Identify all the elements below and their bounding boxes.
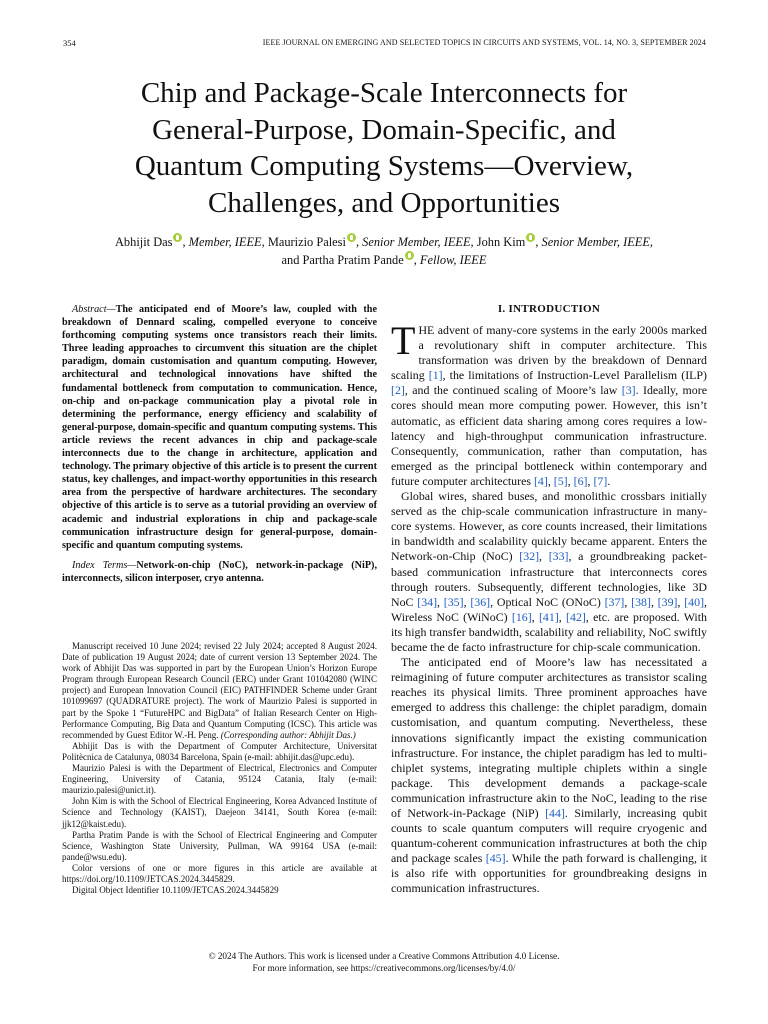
author-name: and Partha Pratim Pande [281, 253, 404, 267]
running-head: IEEE JOURNAL ON EMERGING AND SELECTED TOPICS IN CIRCUITS AND SYSTEMS, VOL. 14, NO. 3, SEPTEMBER 2024 [262, 38, 706, 47]
paragraph-text: . Ideally, more cores should mean more computing power. However, this isn’t automatic, as efficient data sharing among cores requires a low-latency and high-throughput communication infrastructure. Consequently, communication, rather than computation, has emerged as the principal bottleneck within contemporary and future computer architectures [391, 383, 707, 488]
author-name: John Kim [476, 235, 526, 249]
citation-link[interactable]: [34] [417, 594, 438, 609]
citation-link[interactable]: [2] [391, 383, 405, 398]
citation-link[interactable]: [33] [548, 549, 569, 564]
separator: , [587, 473, 594, 488]
paragraph-text: , Wireless NoC (WiNoC) [391, 594, 708, 624]
citation-link[interactable]: [32] [519, 549, 540, 564]
author-membership: Fellow, IEEE [419, 253, 487, 267]
separator: , [463, 594, 471, 609]
index-terms [62, 559, 377, 585]
footnote-affiliation: Partha Pratim Pande is with the School of Electrical Engineering and Computer Science, Washington State University, Pullman, WA 99164 USA (e-mail: pande@wsu.edu). [62, 829, 377, 862]
page-number: 354 [63, 38, 76, 48]
separator: . [607, 473, 611, 488]
orcid-icon[interactable] [173, 233, 182, 242]
abstract [62, 303, 377, 552]
title-line: Challenges, and Opportunities [208, 186, 560, 219]
citation-link[interactable]: [3] [621, 383, 636, 398]
author-name: Maurizio Palesi [267, 235, 346, 249]
orcid-icon[interactable] [347, 233, 356, 242]
author-name: Abhijit Das [114, 235, 173, 249]
citation-link[interactable]: [16] [511, 609, 532, 624]
license-line: © 2024 The Authors. This work is licensed under a Creative Commons Attribution 4.0 License. [208, 951, 560, 961]
citation-link[interactable]: [36] [470, 594, 491, 609]
license-notice [60, 950, 708, 974]
footnote-doi: Digital Object Identifier 10.1109/JETCAS.2024.3445829 [72, 885, 279, 896]
title-line: General-Purpose, Domain-Specific, and [152, 113, 616, 146]
author-membership: Member, IEEE, [188, 235, 265, 249]
section-heading [391, 303, 707, 315]
paragraph-text: . Similarly, increasing qubit counts to scale quantum computers will require cryogenic and quantum-coherent communication infrastructures at both the chip and package scales [391, 806, 708, 866]
intro-paragraph [391, 655, 707, 897]
citation-link[interactable]: [37] [604, 594, 625, 609]
citation-link[interactable]: [45] [485, 851, 506, 866]
index-terms-label: Index Terms— [72, 559, 137, 571]
author-list: Abhijit Das , Member, IEEE, Maurizio Palesi , Senior Member, IEEE, John Kim , Senior Member, IEEE, and Partha Pratim Pande , Fellow, IEEE [114, 235, 654, 267]
orcid-icon[interactable] [405, 251, 414, 260]
paragraph-text: , and the continued scaling of Moore’s law [404, 383, 622, 398]
citation-link[interactable]: [38] [631, 594, 651, 609]
paragraph-text: HE advent of many-core systems in the early 2000s marked a revolutionary shift in computer architecture. This transformation was driven by the breakdown of Dennard scaling [391, 323, 707, 383]
section-title-initial: I [508, 303, 514, 315]
orcid-icon[interactable] [526, 233, 535, 242]
separator: , [531, 609, 539, 624]
abstract-label: Abstract— [72, 304, 116, 315]
section-title-rest: NTRODUCTION [513, 303, 601, 315]
footnote-text: Manuscript received 10 June 2024; revised 22 July 2024; accepted 8 August 2024. Date of publication 19 August 2024; date of current version 13 September 2024. The work of Abhijit Das was supported in part by the European Union’s Horizon Europe Program through European Research Council (ERC) under Grant 101042080 (WINC project) and European Innovation Council (EIC) PATHFINDER Scheme under Grant 101099697 (QUADRATURE project). The work of Maurizio Palesi is supported in part by the Spoke 1 “FutureHPC and BigData” of Italian Research Center on High-Performance Computing, Big Data and Quantum Computing (ICSC). This article was recommended by Guest Editor W.-H. Peng. [62, 641, 377, 740]
paragraph-text: , Optical NoC (ONoC) [490, 594, 605, 609]
right-column [391, 303, 707, 897]
author-membership: Senior Member, IEEE, [541, 235, 654, 249]
paragraph-text: , etc. are proposed. With its high transfer bandwidth, scalability and reliability, NoC swiftly became the de facto infrastructure for chip-scale communication. [391, 609, 707, 654]
footnotes [62, 641, 377, 896]
paragraph-text: . While the path forward is challenging, it is also rife with opportunities for groundbreaking designs in communication infrastructures. [391, 851, 707, 896]
abstract-text: The anticipated end of Moore’s law, coupled with the breakdown of Dennard scaling, compelled everyone to conceive forthcoming computing systems once transistors reach their limits. Three leading approaches to circumvent this situation are the chiplet paradigm, domain customisation and quantum computing. However, architectural and technological innovations have shifted the fundamental bottleneck from computation to communication. Hence, on-chip and on-package communication play a pivotal role in determining the performance, energy efficiency and scalability of general-purpose, domain-specific and quantum computing systems. This article reviews the recent advances in chip and package-scale interconnects due to the change in architecture, application and technology. The primary objective of this article is to present the current status, key challenges, and impact-worthy opportunities in this research area from the perspective of hardware architectures. The secondary objective of this article is to serve as a tutorial providing an overview of academic and industrial explorations in chip and package-scale communication infrastructure design for general-purpose, domain-specific and quantum computing systems. [62, 304, 377, 551]
citation-link[interactable]: [41] [538, 609, 559, 624]
paragraph-text: The anticipated end of Moore’s law has necessitated a reimagining of future computer architectures as transistor scaling reaches its physical limits. Three prominent approaches have emerged to address this challenge: the chiplet paradigm, domain customisation, and quantum computing. Nevertheless, these innovations significantly impact the existing communication infrastructure. For instance, the chiplet paradigm has led to multi-chiplet systems, integrating multiple chiplets within a single package. This development demands a package-scale communication infrastructure akin to the NoC, leading to the rise of Network-in-Package (NiP) [391, 655, 707, 820]
title-line: Quantum Computing Systems—Overview, [134, 150, 634, 182]
citation-link[interactable]: [6] [573, 473, 588, 488]
paragraph-text: Global wires, shared buses, and monolithic crossbars initially served as the chip-scale communication infrastructure in many-core systems. However, as core counts increased, their limitations in bandwidth and scalability quickly became apparent. Enters the Network-on-Chip (NoC) [391, 489, 707, 564]
intro-paragraph [391, 318, 707, 489]
index-terms-text: Network-on-chip (NoC), network-in-package (NiP), interconnects, silicon interposer, cryo antenna. [62, 559, 377, 584]
separator: , [558, 609, 567, 624]
corresponding-author: (Corresponding author: Abhijit Das.) [220, 729, 356, 740]
footnote-color-figures: Color versions of one or more figures in this article are available at https://doi.org/10.1109/JETCAS.2024.3445829. [62, 862, 377, 884]
citation-link[interactable]: [44] [545, 806, 565, 820]
footnote-affiliation: Abhijit Das is with the Department of Computer Architecture, Universitat Politècnica de Catalunya, 08034 Barcelona, Spain (e-mail: abhijit.das@upc.edu). [62, 740, 377, 762]
footnote-affiliation: Maurizio Palesi is with the Department of Electrical, Electronics and Computer Engineering, University of Catania, 95124 Catania, Italy (e-mail: maurizio.palesi@unict.it). [62, 763, 377, 796]
citation-link[interactable]: [35] [443, 594, 464, 609]
separator: , [650, 594, 658, 609]
separator: , [624, 594, 632, 609]
footnote-affiliation: John Kim is with the School of Electrical Engineering, Korea Advanced Institute of Science and Technology (KAIST), Daejeon 34141, South Korea (e-mail: jjk12@kaist.edu). [62, 796, 377, 829]
intro-paragraph [391, 489, 707, 655]
paper-title [60, 75, 708, 221]
citation-link[interactable]: [1] [428, 368, 443, 383]
license-line: For more information, see https://creativecommons.org/licenses/by/4.0/ [252, 963, 516, 973]
citation-link[interactable]: [4] [533, 473, 548, 488]
citation-link[interactable]: [7] [593, 473, 608, 488]
separator: , [547, 473, 554, 488]
separator: , [677, 594, 685, 609]
citation-link[interactable]: [40] [684, 594, 705, 609]
citation-link[interactable]: [5] [553, 473, 568, 488]
separator: , [567, 473, 574, 488]
citation-link[interactable]: [42] [566, 609, 586, 624]
separator: , [437, 594, 444, 609]
left-column [62, 303, 377, 585]
section-number: I. [497, 303, 506, 315]
dropcap: T [391, 318, 416, 363]
footnote-manuscript [62, 641, 377, 741]
paragraph-text: , a groundbreaking packet-based communication infrastructure that interconnects cores through routers. Subsequently, different technologies, like 3D NoC [391, 549, 707, 609]
citation-link[interactable]: [39] [657, 594, 678, 609]
paragraph-text: , the limitations of Instruction-Level Parallelism (ILP) [442, 368, 707, 383]
separator: , [539, 549, 549, 564]
author-membership: Senior Member, IEEE, [362, 235, 474, 249]
title-line: Chip and Package-Scale Interconnects for [140, 77, 628, 109]
